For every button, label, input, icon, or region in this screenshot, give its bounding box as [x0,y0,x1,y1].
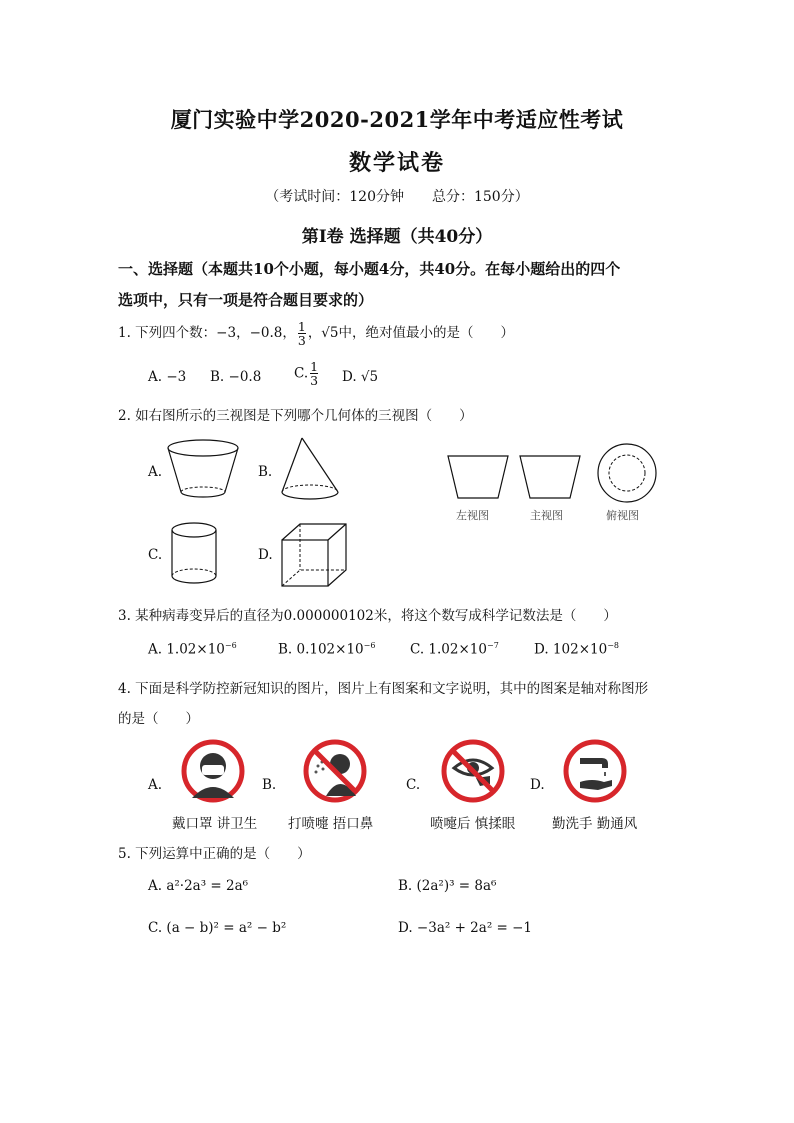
cube-solid-icon [280,522,350,592]
exam-title: 厦门实验中学2020-2021学年中考适应性考试 [170,107,624,132]
q2-label-b: B. [258,464,273,480]
q3-option-c: C. $1.02\times 10^{-7}$ [410,641,499,658]
view-label-top: 俯视图 [606,509,639,522]
q4-caption-a: 戴口罩 讲卫生 [172,816,258,832]
question-1-suffix: ，√5中，绝对值最小的是（ ） [307,325,515,341]
q4-caption-c: 喷嚏后 慎揉眼 [430,816,516,832]
section-intro-line2: 选项中，只有一项是符合题目要求的） [118,291,374,309]
view-label-front: 主视图 [530,509,563,522]
q3-option-b: B. $0.102\times 10^{-6}$ [278,641,376,658]
q5-option-d: D. −3a² + 2a² = −1 [398,920,533,936]
question-1 [118,320,514,347]
q2-label-a: A. [148,464,163,480]
fraction-one-third: $\frac{1}{3}$ [297,319,306,348]
hand-wash-sign-icon [562,738,628,804]
cone-solid-icon [278,436,348,506]
exam-info: （考试时间：120分钟 总分：150分） [265,189,529,205]
q4-label-c: C. [406,777,421,793]
q5-option-b: B. (2a²)³ = 8a⁶ [398,878,497,894]
q2-label-d: D. [258,547,273,563]
q1-option-d: D. √5 [342,369,379,385]
cylinder-solid-icon [170,520,230,590]
q2-label-c: C. [148,547,163,563]
q1-option-a: A. −3 [148,369,187,385]
question-3: 3. 某种病毒变异后的直径为0.000000102米，将这个数写成科学记数法是（ ） [118,608,617,624]
no-eye-rub-sign-icon [440,738,506,804]
q3-option-d: D. $102\times 10^{-8}$ [534,641,619,658]
question-2: 2. 如右图所示的三视图是下列哪个几何体的三视图（ ） [118,408,473,424]
q1-option-c: C. $\frac{1}{3}$ [294,359,319,388]
view-label-left: 左视图 [456,509,489,522]
q4-label-b: B. [262,777,277,793]
q3-option-a: A. $1.02\times 10^{-6}$ [148,641,237,658]
frustum-solid-icon [166,436,246,502]
front-view-trapezoid-icon [518,452,588,502]
left-view-trapezoid-icon [446,452,516,502]
q5-option-c: C. (a − b)² = a² − b² [148,920,287,936]
q4-caption-b: 打喷嚏 捂口鼻 [288,816,374,832]
q1-option-b: B. −0.8 [210,369,262,385]
q4-label-d: D. [530,777,545,793]
question-5: 5. 下列运算中正确的是（ ） [118,846,311,862]
question-4-line1: 4. 下面是科学防控新冠知识的图片，图片上有图案和文字说明，其中的图案是轴对称图形 [118,681,649,697]
section-intro-line1: 一、选择题（本题共10个小题，每小题4分，共40分。在每小题给出的四个 [118,260,621,278]
exam-subtitle: 数学试卷 [348,150,445,176]
q5-option-a: A. a²·2a³ = 2a⁶ [148,878,249,894]
question-4-line2: 的是（ ） [118,711,199,727]
top-view-circles-icon [596,442,662,508]
section-title: 第Ⅰ卷 选择题（共40分） [301,227,493,247]
q4-label-a: A. [148,777,163,793]
sneeze-cover-sign-icon [302,738,368,804]
question-1-prefix: 1. 下列四个数：−3，−0.8， [118,325,296,341]
q4-caption-d: 勤洗手 勤通风 [552,816,638,832]
mask-sign-icon [180,738,246,804]
